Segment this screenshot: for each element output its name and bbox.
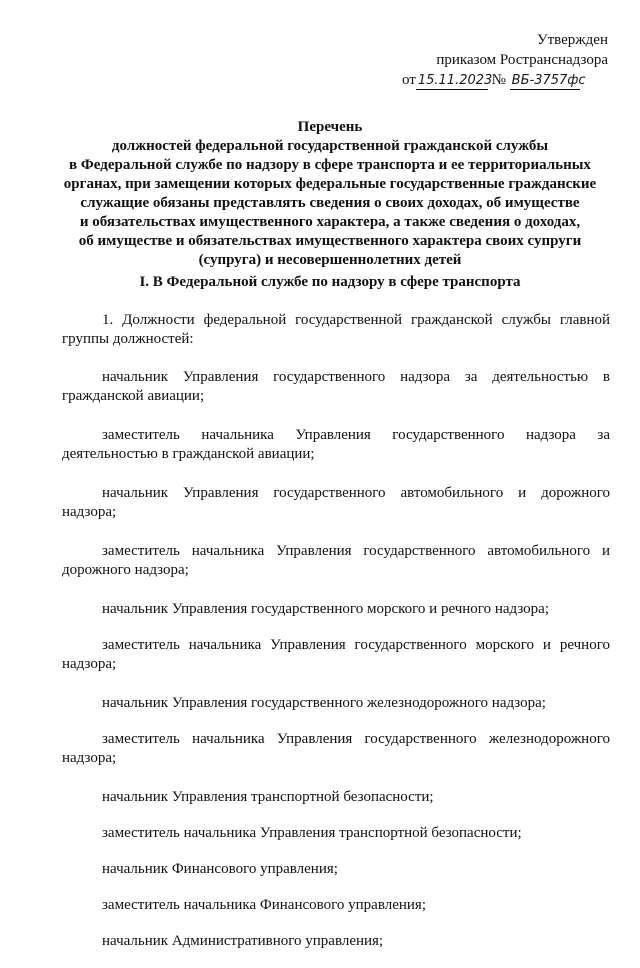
title-line: органах, при замещении которых федеральные государственные гражданские — [63, 176, 597, 192]
date-prefix: от — [402, 72, 416, 88]
list-item: начальник Управления государственного железнодорожного надзора; — [102, 695, 546, 711]
list-item: заместитель начальника Управления государственного надзора за деятельностью в гражданской авиации; — [62, 427, 610, 462]
number-prefix: № — [491, 72, 506, 88]
approval-line-2: приказом Ространснадзора — [436, 52, 608, 68]
list-item: заместитель начальника Управления государственного автомобильного и дорожного надзора; — [62, 543, 610, 578]
approval-stamp — [388, 30, 608, 90]
list-item: начальник Финансового управления; — [102, 861, 338, 877]
document-title — [50, 118, 610, 270]
list-item: заместитель начальника Управления государственного морского и речного надзора; — [62, 637, 610, 672]
title-line: в Федеральной службе по надзору в сфере транспорта и ее территориальных — [69, 157, 591, 173]
title-line: должностей федеральной государственной гражданской службы — [111, 138, 549, 154]
list-intro-paragraph: 1. Должности федеральной государственной гражданской службы главной группы должностей: — [62, 312, 610, 347]
title-line: и обязательствах имущественного характера, а также сведения о доходах, — [79, 214, 581, 230]
section-heading: I. В Федеральной службе по надзору в сфере транспорта — [139, 274, 521, 290]
list-item: начальник Управления государственного надзора за деятельностью в гражданской авиации; — [62, 369, 610, 404]
title-line: Перечень — [297, 119, 363, 135]
title-line: служащие обязаны представлять сведения о своих доходах, об имуществе — [80, 195, 580, 211]
approval-date-number-line — [388, 70, 608, 90]
list-item: начальник Управления транспортной безопасности; — [102, 789, 434, 805]
list-item: заместитель начальника Управления государственного железнодорожного надзора; — [62, 731, 610, 766]
handwritten-number: ВБ-3757фс — [511, 73, 586, 88]
list-item: заместитель начальника Управления транспортной безопасности; — [102, 825, 522, 841]
list-item: начальник Управления государственного морского и речного надзора; — [102, 601, 549, 617]
list-item: начальник Административного управления; — [102, 933, 384, 949]
position-list — [62, 311, 610, 968]
title-line: об имуществе и обязательствах имущественного характера своих супруги — [78, 233, 582, 249]
title-line: (супруга) и несовершеннолетних детей — [198, 252, 462, 268]
list-item: заместитель начальника Финансового управления; — [102, 897, 426, 913]
list-item: начальник Управления государственного автомобильного и дорожного надзора; — [62, 485, 610, 520]
approval-line-1: Утвержден — [536, 32, 608, 48]
handwritten-date: 15.11.2023 — [417, 73, 493, 88]
